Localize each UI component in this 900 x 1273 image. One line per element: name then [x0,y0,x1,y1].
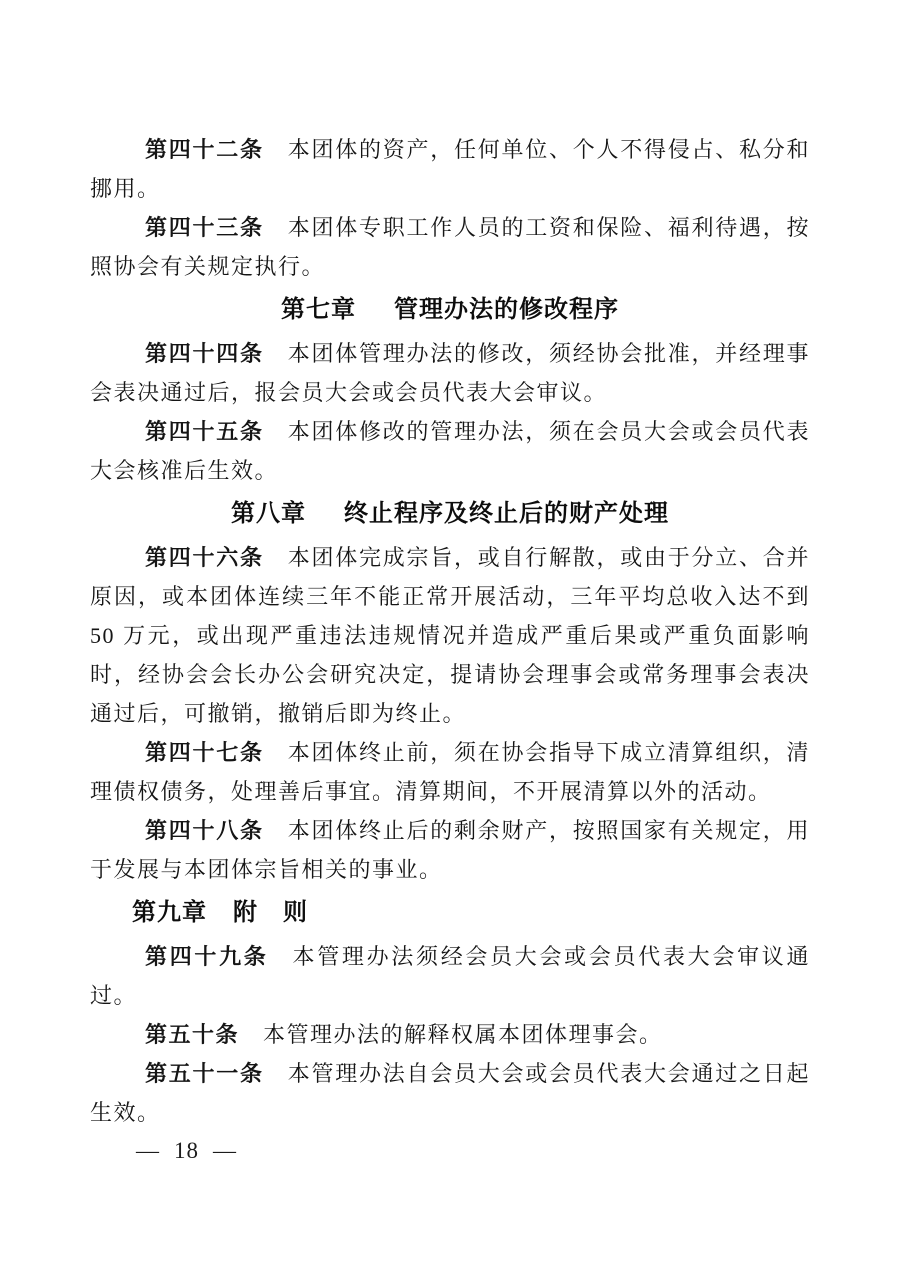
article-48-number: 第四十八条 [145,818,264,843]
article-46 [90,538,810,733]
page-footer [136,1138,237,1164]
article-47 [90,733,810,811]
page-number-right-dash: — [213,1138,237,1163]
chapter-8-title: 终止程序及终止后的财产处理 [344,500,669,527]
article-50-text: 本管理办法的解释权属本团体理事会。 [263,1022,663,1047]
article-42-text: 本团体的资产，任何单位、个人不得侵占、私分和挪用。 [90,137,810,201]
article-43-number: 第四十三条 [145,215,264,240]
article-46-text: 本团体完成宗旨，或自行解散，或由于分立、合并原因，或本团体连续三年不能正常开展活动，三年平均总收入达不到 50 万元，或出现严重违法违规情况并造成严重后果或严重负面影响时，经协会会长办公会研究决定，提请协会理事会或常务理事会表决通过后，可撤销，撤销后即为终止。 [90,545,810,726]
article-51-number: 第五十一条 [145,1061,264,1086]
article-47-text: 本团体终止前，须在协会指导下成立清算组织，清理债权债务，处理善后事宜。清算期间，不开展清算以外的活动。 [90,740,810,804]
article-42 [90,130,810,208]
article-42-number: 第四十二条 [145,137,264,162]
article-49-text: 本管理办法须经会员大会或会员代表大会审议通过。 [90,944,810,1008]
chapter-7-number: 第七章 [281,296,356,323]
article-51 [90,1054,810,1132]
article-50 [90,1015,810,1054]
chapter-9-title: 附 则 [233,899,308,926]
page-number: 18 [174,1138,199,1163]
article-44-number: 第四十四条 [145,341,264,366]
document-page [90,130,810,1132]
article-43 [90,208,810,286]
article-44 [90,334,810,412]
chapter-heading-7 [90,289,810,331]
chapter-9-number: 第九章 [132,899,207,926]
chapter-7-title: 管理办法的修改程序 [394,296,619,323]
article-49-number: 第四十九条 [145,944,269,969]
article-48-text: 本团体终止后的剩余财产，按照国家有关规定，用于发展与本团体宗旨相关的事业。 [90,818,810,882]
article-49 [90,937,810,1015]
article-47-number: 第四十七条 [145,740,264,765]
chapter-8-number: 第八章 [231,500,306,527]
article-51-text: 本管理办法自会员大会或会员代表大会通过之日起生效。 [90,1061,810,1125]
article-45 [90,412,810,490]
article-43-text: 本团体专职工作人员的工资和保险、福利待遇，按照协会有关规定执行。 [90,215,810,279]
article-50-number: 第五十条 [145,1022,240,1047]
article-45-text: 本团体修改的管理办法，须在会员大会或会员代表大会核准后生效。 [90,419,810,483]
article-48 [90,811,810,889]
chapter-heading-9 [90,892,810,934]
article-44-text: 本团体管理办法的修改，须经协会批准，并经理事会表决通过后，报会员大会或会员代表大会审议。 [90,341,810,405]
article-46-number: 第四十六条 [145,545,264,570]
article-45-number: 第四十五条 [145,419,264,444]
chapter-heading-8 [90,493,810,535]
page-number-left-dash: — [136,1138,160,1163]
